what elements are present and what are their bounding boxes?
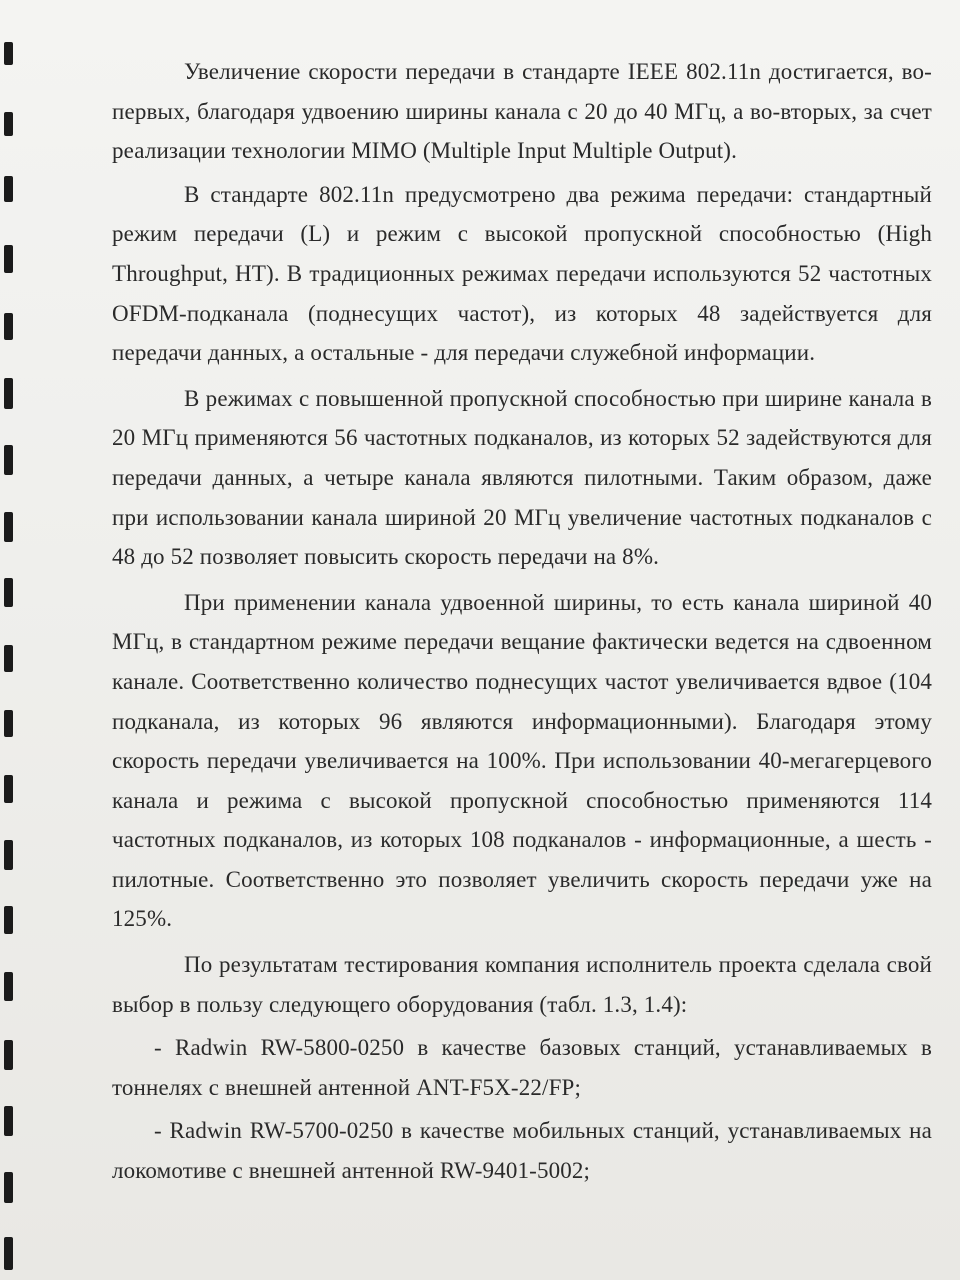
binding-hole [4,645,13,672]
binding-hole [4,378,13,409]
document-text [112,52,932,1191]
binding-hole [4,1237,13,1270]
binding-hole [4,972,13,1001]
binding-hole [4,512,13,542]
paragraph: По результатам тестирования компания исполнитель проекта сделала свой выбор в пользу следующего оборудования (табл. 1.3, 1.4): [112,952,932,1017]
binding-hole [4,578,13,607]
binding-hole [4,840,13,870]
binding-hole [4,245,13,273]
binding-hole [4,112,13,136]
binding-hole [4,1106,13,1136]
paragraph: В стандарте 802.11n предусмотрено два режима передачи: стандартный режим передачи (L) и режим с высокой пропускной способностью (High Throughput, HT). В традиционных режимах передачи используются 52 частотных OFDM-подканала (поднесущих частот), из которых 48 задействуется для передачи данных, а остальные - для передачи служебной информации. [112,181,932,366]
binding-hole [4,42,13,65]
binding-hole [4,710,13,737]
list-item: - Radwin RW-5800-0250 в качестве базовых станций, устанавливаемых в тоннелях с внешней антенной ANT-F5X-22/FP; [112,1035,932,1100]
paragraph: При применении канала удвоенной ширины, то есть канала шириной 40 МГц, в стандартном режиме передачи вещание фактически ведется на сдвоенном канале. Соответственно количество поднесущих частот увеличивается вдвое (104 подканала, из которых 96 являются информационными). Благодаря этому скорость передачи увеличивается на 100%. При использовании 40-мегагерцевого канала и режима с высокой пропускной способностью применяются 114 частотных подканалов, из которых 108 подканалов - информационные, а шесть - пилотные. Соответственно это позволяет увеличить скорость передачи уже на 125%. [112,589,932,932]
paragraph: В режимах с повышенной пропускной способностью при ширине канала в 20 МГц применяются 56 частотных подканалов, из которых 52 задействуются для передачи данных, а четыре канала являются пилотными. Таким образом, даже при использовании канала шириной 20 МГц увеличение частотных подканалов с 48 до 52 позволяет повысить скорость передачи на 8%. [112,385,932,570]
binding-hole [4,176,13,202]
binding-hole [4,313,13,340]
binding-hole [4,775,13,803]
list-item: - Radwin RW-5700-0250 в качестве мобильных станций, устанавливаемых на локомотиве с внешней антенной RW-9401-5002; [112,1118,932,1184]
binding-hole [4,445,13,475]
paragraph: Увеличение скорости передачи в стандарте IEEE 802.11n достигается, во-первых, благодаря удвоению ширины канала с 20 до 40 МГц, а во-вторых, за счет реализации технологии MIMO (Multiple Input Multiple Output). [112,59,932,164]
binding-hole [4,1172,13,1203]
binding-hole [4,1040,13,1070]
binding-hole [4,906,13,934]
binding-holes [0,0,40,1280]
